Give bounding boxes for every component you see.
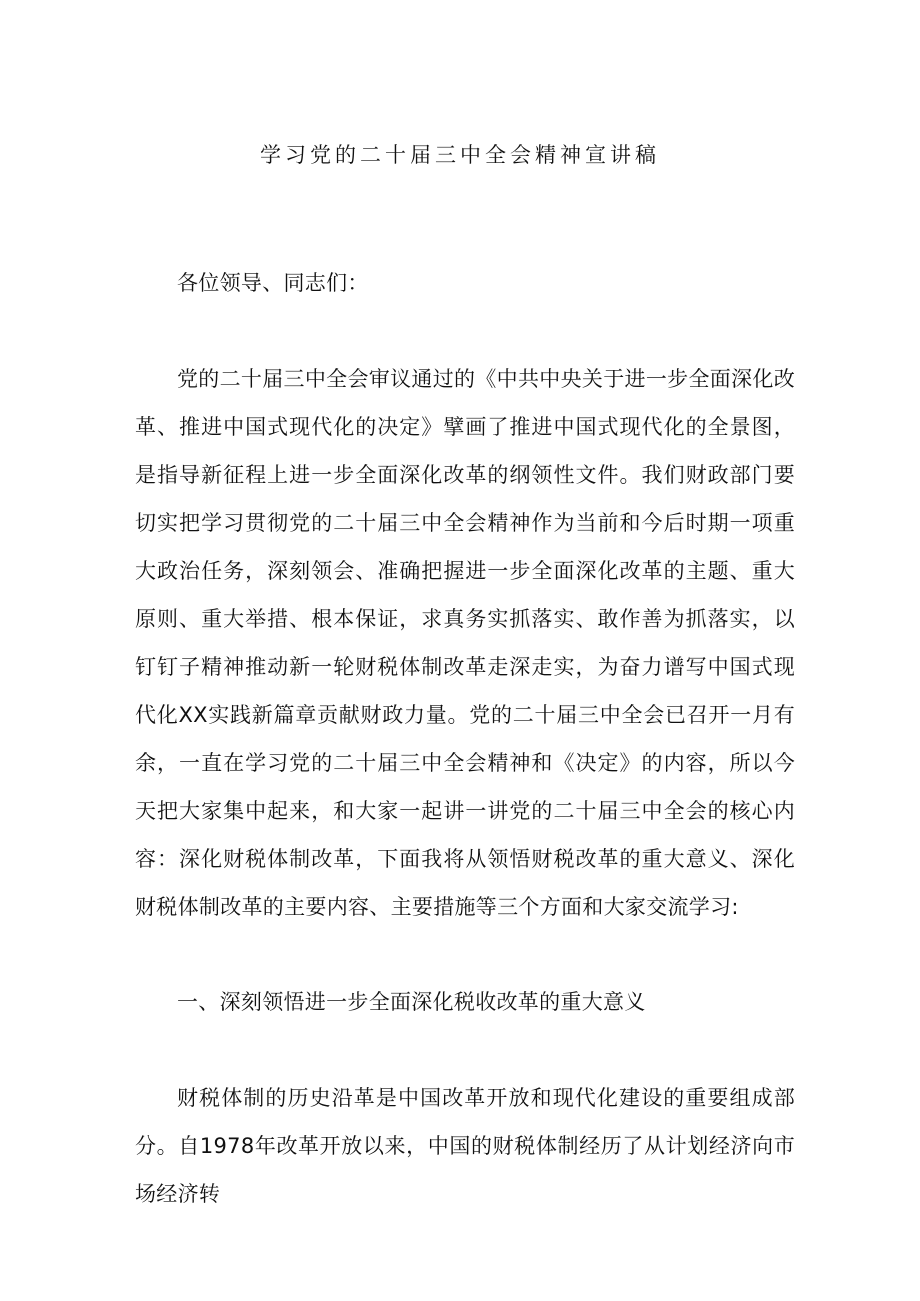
paragraph-history: 财税体制的历史沿革是中国改革开放和现代化建设的重要组成部分。自1978年改革开放以来，中国的财税体制经历了从计划经济向市场经济转 xyxy=(135,1086,795,1206)
document-title: 学习党的二十届三中全会精神宣讲稿 xyxy=(260,143,660,167)
salutation: 各位领导、同志们： xyxy=(177,271,369,295)
section-heading-1: 一、深刻领悟进一步全面深化税收改革的重大意义 xyxy=(177,990,646,1014)
paragraph-intro: 党的二十届三中全会审议通过的《中共中央关于进一步全面深化改革、推进中国式现代化的决定》擘画了推进中国式现代化的全景图，是指导新征程上进一步全面深化改革的纲领性文件。我们财政部门要切实把学习贯彻党的二十届三中全会精神作为当前和今后时期一项重大政治任务，深刻领会、准确把握进一步全面深化改革的主题、重大原则、重大举措、根本保证，求真务实抓落实、敢作善为抓落实，以钉钉子精神推动新一轮财税体制改革走深走实，为奋力谱写中国式现代化XX实践新篇章贡献财政力量。党的二十届三中全会已召开一月有余，一直在学习党的二十届三中全会精神和《决定》的内容，所以今天把大家集中起来，和大家一起讲一讲党的二十届三中全会的核心内容：深化财税体制改革，下面我将从领悟财税改革的重大意义、深化财税体制改革的主要内容、主要措施等三个方面和大家交流学习: xyxy=(135,367,795,919)
